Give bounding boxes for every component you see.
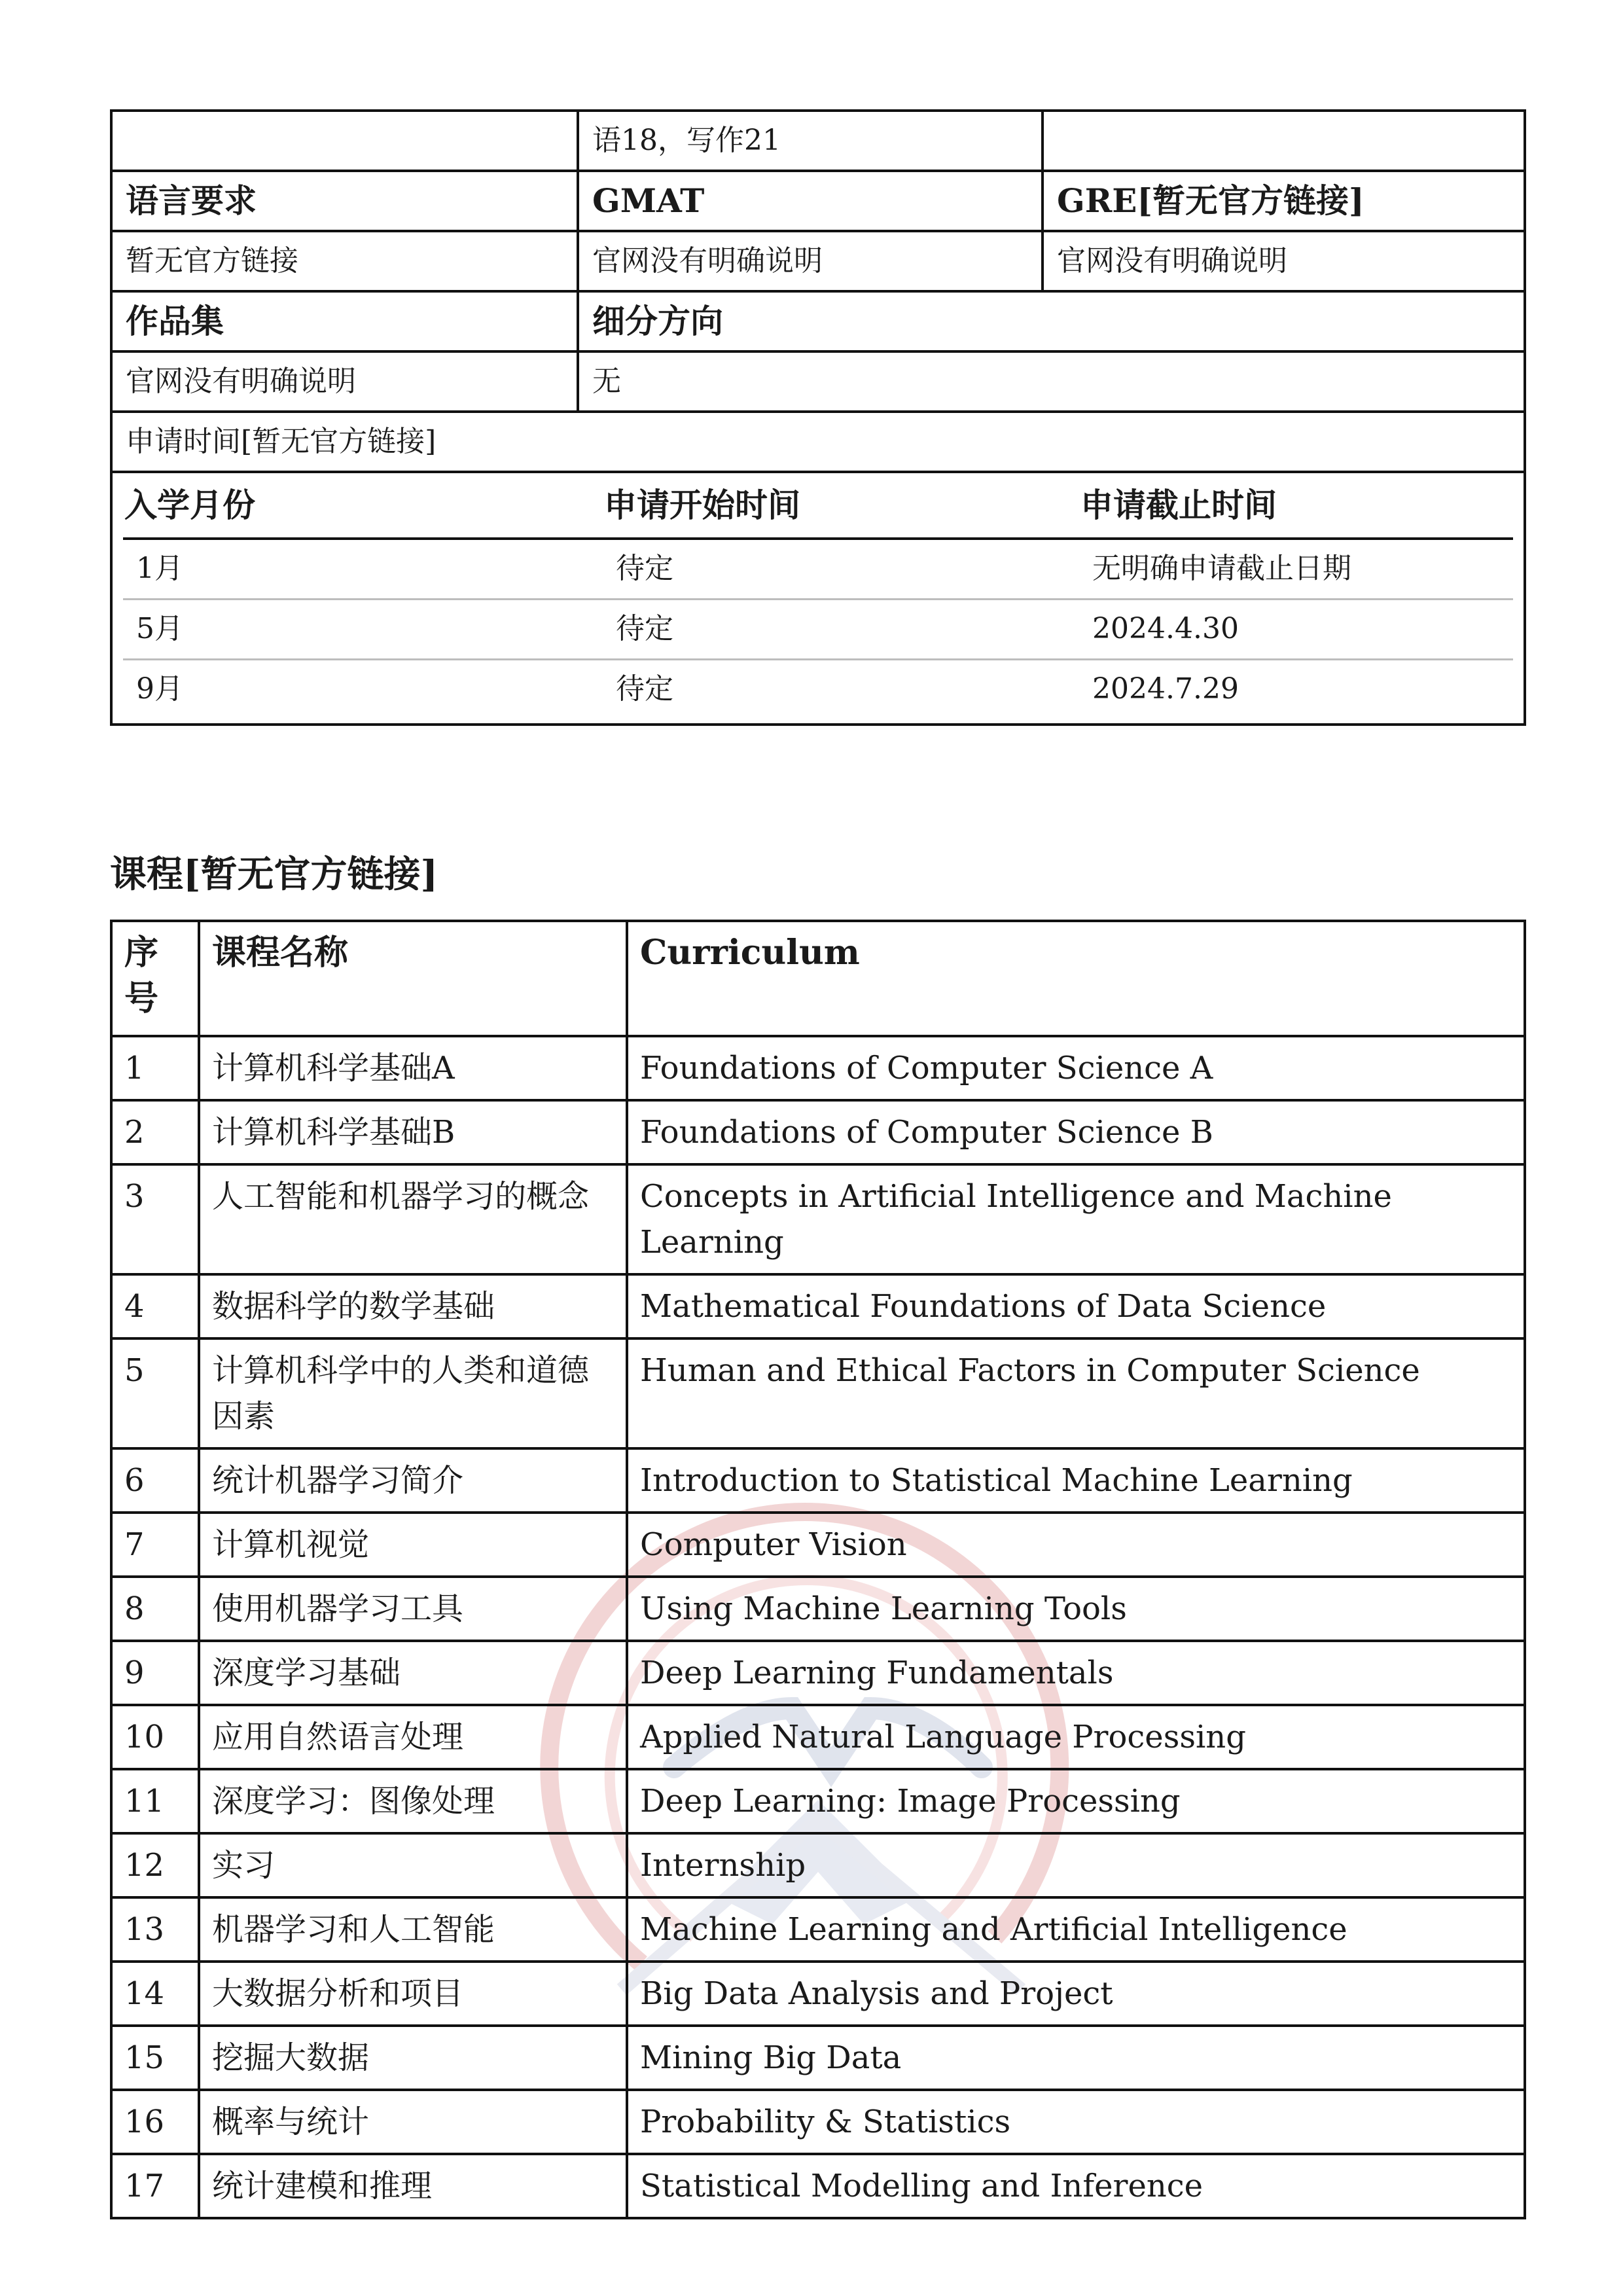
intake-start: 待定 (603, 539, 1079, 599)
cell-empty (1043, 111, 1525, 171)
course-row (111, 1164, 1525, 1274)
course-row (111, 1100, 1525, 1164)
direction-header: 细分方向 (578, 291, 1525, 351)
course-name-en: Statistical Modelling and Inference (627, 2154, 1525, 2218)
requirements-table (110, 109, 1526, 726)
course-row (111, 1338, 1525, 1448)
course-name-en: Big Data Analysis and Project (627, 1962, 1525, 2026)
course-name-cn: 数据科学的数学基础 (199, 1274, 627, 1338)
course-name-en: Foundations of Computer Science B (627, 1100, 1525, 1164)
course-name-en: Concepts in Artificial Intelligence and Machine Learning (627, 1164, 1525, 1274)
course-row (111, 2026, 1525, 2090)
course-row (111, 1962, 1525, 2026)
course-name-cn: 计算机科学中的人类和道德因素 (199, 1338, 627, 1448)
course-number: 5 (111, 1338, 199, 1448)
intake-deadline: 无明确申请截止日期 (1079, 539, 1513, 599)
direction-value: 无 (578, 351, 1525, 412)
course-number: 16 (111, 2090, 199, 2154)
course-row (111, 1641, 1525, 1705)
course-name-en: Deep Learning: Image Processing (627, 1769, 1525, 1833)
intake-deadline: 2024.7.29 (1092, 672, 1239, 706)
course-name-en: Foundations of Computer Science A (627, 1036, 1525, 1100)
course-row (111, 1448, 1525, 1513)
course-name-en: Introduction to Statistical Machine Learning (627, 1448, 1525, 1513)
intake-start-header: 申请开始时间 (603, 473, 1079, 539)
course-name-cn: 机器学习和人工智能 (199, 1897, 627, 1962)
course-number: 7 (111, 1513, 199, 1577)
course-name-en: Machine Learning and Artificial Intelligence (627, 1897, 1525, 1962)
course-name-cn: 计算机科学基础A (199, 1036, 627, 1100)
gmat-header: GMAT (578, 171, 1043, 231)
course-name-en: Computer Vision (627, 1513, 1525, 1577)
course-row (111, 1769, 1525, 1833)
intake-row (123, 539, 1513, 599)
course-row (111, 2154, 1525, 2218)
course-row (111, 1577, 1525, 1641)
course-name-cn: 深度学习基础 (199, 1641, 627, 1705)
language-requirement-header: 语言要求 (111, 171, 578, 231)
course-name-cn: 统计建模和推理 (199, 2154, 627, 2218)
course-name-cn: 人工智能和机器学习的概念 (199, 1164, 627, 1274)
gmat-value: 官网没有明确说明 (578, 231, 1043, 291)
course-name-en: Probability & Statistics (627, 2090, 1525, 2154)
course-row (111, 1036, 1525, 1100)
course-name-en: Deep Learning Fundamentals (627, 1641, 1525, 1705)
intake-start: 待定 (603, 599, 1079, 659)
course-name-cn: 深度学习：图像处理 (199, 1769, 627, 1833)
intake-row (123, 599, 1513, 659)
course-number: 1 (111, 1036, 199, 1100)
course-row (111, 1274, 1525, 1338)
course-name-en: Human and Ethical Factors in Computer Science (627, 1338, 1525, 1448)
course-name-en: Internship (627, 1833, 1525, 1897)
course-number: 17 (111, 2154, 199, 2218)
course-number: 10 (111, 1705, 199, 1769)
intake-table (123, 473, 1513, 719)
intake-row (123, 659, 1513, 719)
course-name-header: 课程名称 (199, 921, 627, 1036)
courses-section-title: 课程[暂无官方链接] (110, 853, 438, 896)
course-name-cn: 概率与统计 (199, 2090, 627, 2154)
intake-deadline: 2024.4.30 (1079, 599, 1513, 659)
course-name-cn: 计算机科学基础B (199, 1100, 627, 1164)
course-number: 11 (111, 1769, 199, 1833)
intake-month: 5月 (123, 599, 603, 659)
course-number: 3 (111, 1164, 199, 1274)
intake-month: 1月 (123, 539, 603, 599)
intake-month: 9月 (136, 672, 183, 706)
portfolio-value: 官网没有明确说明 (111, 351, 578, 412)
curriculum-header: Curriculum (627, 921, 1525, 1036)
course-number: 6 (111, 1448, 199, 1513)
courses-table (110, 920, 1526, 2219)
course-number: 14 (111, 1962, 199, 2026)
gre-value: 官网没有明确说明 (1043, 231, 1525, 291)
portfolio-header: 作品集 (111, 291, 578, 351)
course-name-cn: 挖掘大数据 (199, 2026, 627, 2090)
application-time-label: 申请时间[暂无官方链接] (111, 412, 1525, 472)
course-row (111, 1897, 1525, 1962)
course-number: 13 (111, 1897, 199, 1962)
course-name-cn: 统计机器学习简介 (199, 1448, 627, 1513)
intake-month-header: 入学月份 (123, 473, 603, 539)
course-number: 9 (111, 1641, 199, 1705)
intake-header-row (123, 473, 1513, 539)
course-name-cn: 应用自然语言处理 (199, 1705, 627, 1769)
courses-header-row (111, 921, 1525, 1036)
course-name-cn: 大数据分析和项目 (199, 1962, 627, 2026)
writing-score-note: 语18，写作21 (578, 111, 1043, 171)
intake-deadline-header: 申请截止时间 (1079, 473, 1513, 539)
course-number: 2 (111, 1100, 199, 1164)
course-name-en: Applied Natural Language Processing (627, 1705, 1525, 1769)
intake-start: 待定 (616, 672, 673, 706)
course-number: 15 (111, 2026, 199, 2090)
gre-header: GRE[暂无官方链接] (1043, 171, 1525, 231)
cell-empty (111, 111, 578, 171)
course-name-en: Mining Big Data (627, 2026, 1525, 2090)
course-number: 12 (111, 1833, 199, 1897)
course-name-en: Mathematical Foundations of Data Science (627, 1274, 1525, 1338)
course-name-cn: 计算机视觉 (199, 1513, 627, 1577)
intake-container (111, 472, 1525, 725)
sequence-header: 序号 (111, 921, 199, 1036)
course-row (111, 1833, 1525, 1897)
course-row (111, 2090, 1525, 2154)
course-number: 4 (111, 1274, 199, 1338)
course-number: 8 (111, 1577, 199, 1641)
course-row (111, 1513, 1525, 1577)
course-name-cn: 实习 (199, 1833, 627, 1897)
course-row (111, 1705, 1525, 1769)
course-name-cn: 使用机器学习工具 (199, 1577, 627, 1641)
course-name-en: Using Machine Learning Tools (627, 1577, 1525, 1641)
language-requirement-value: 暂无官方链接 (111, 231, 578, 291)
